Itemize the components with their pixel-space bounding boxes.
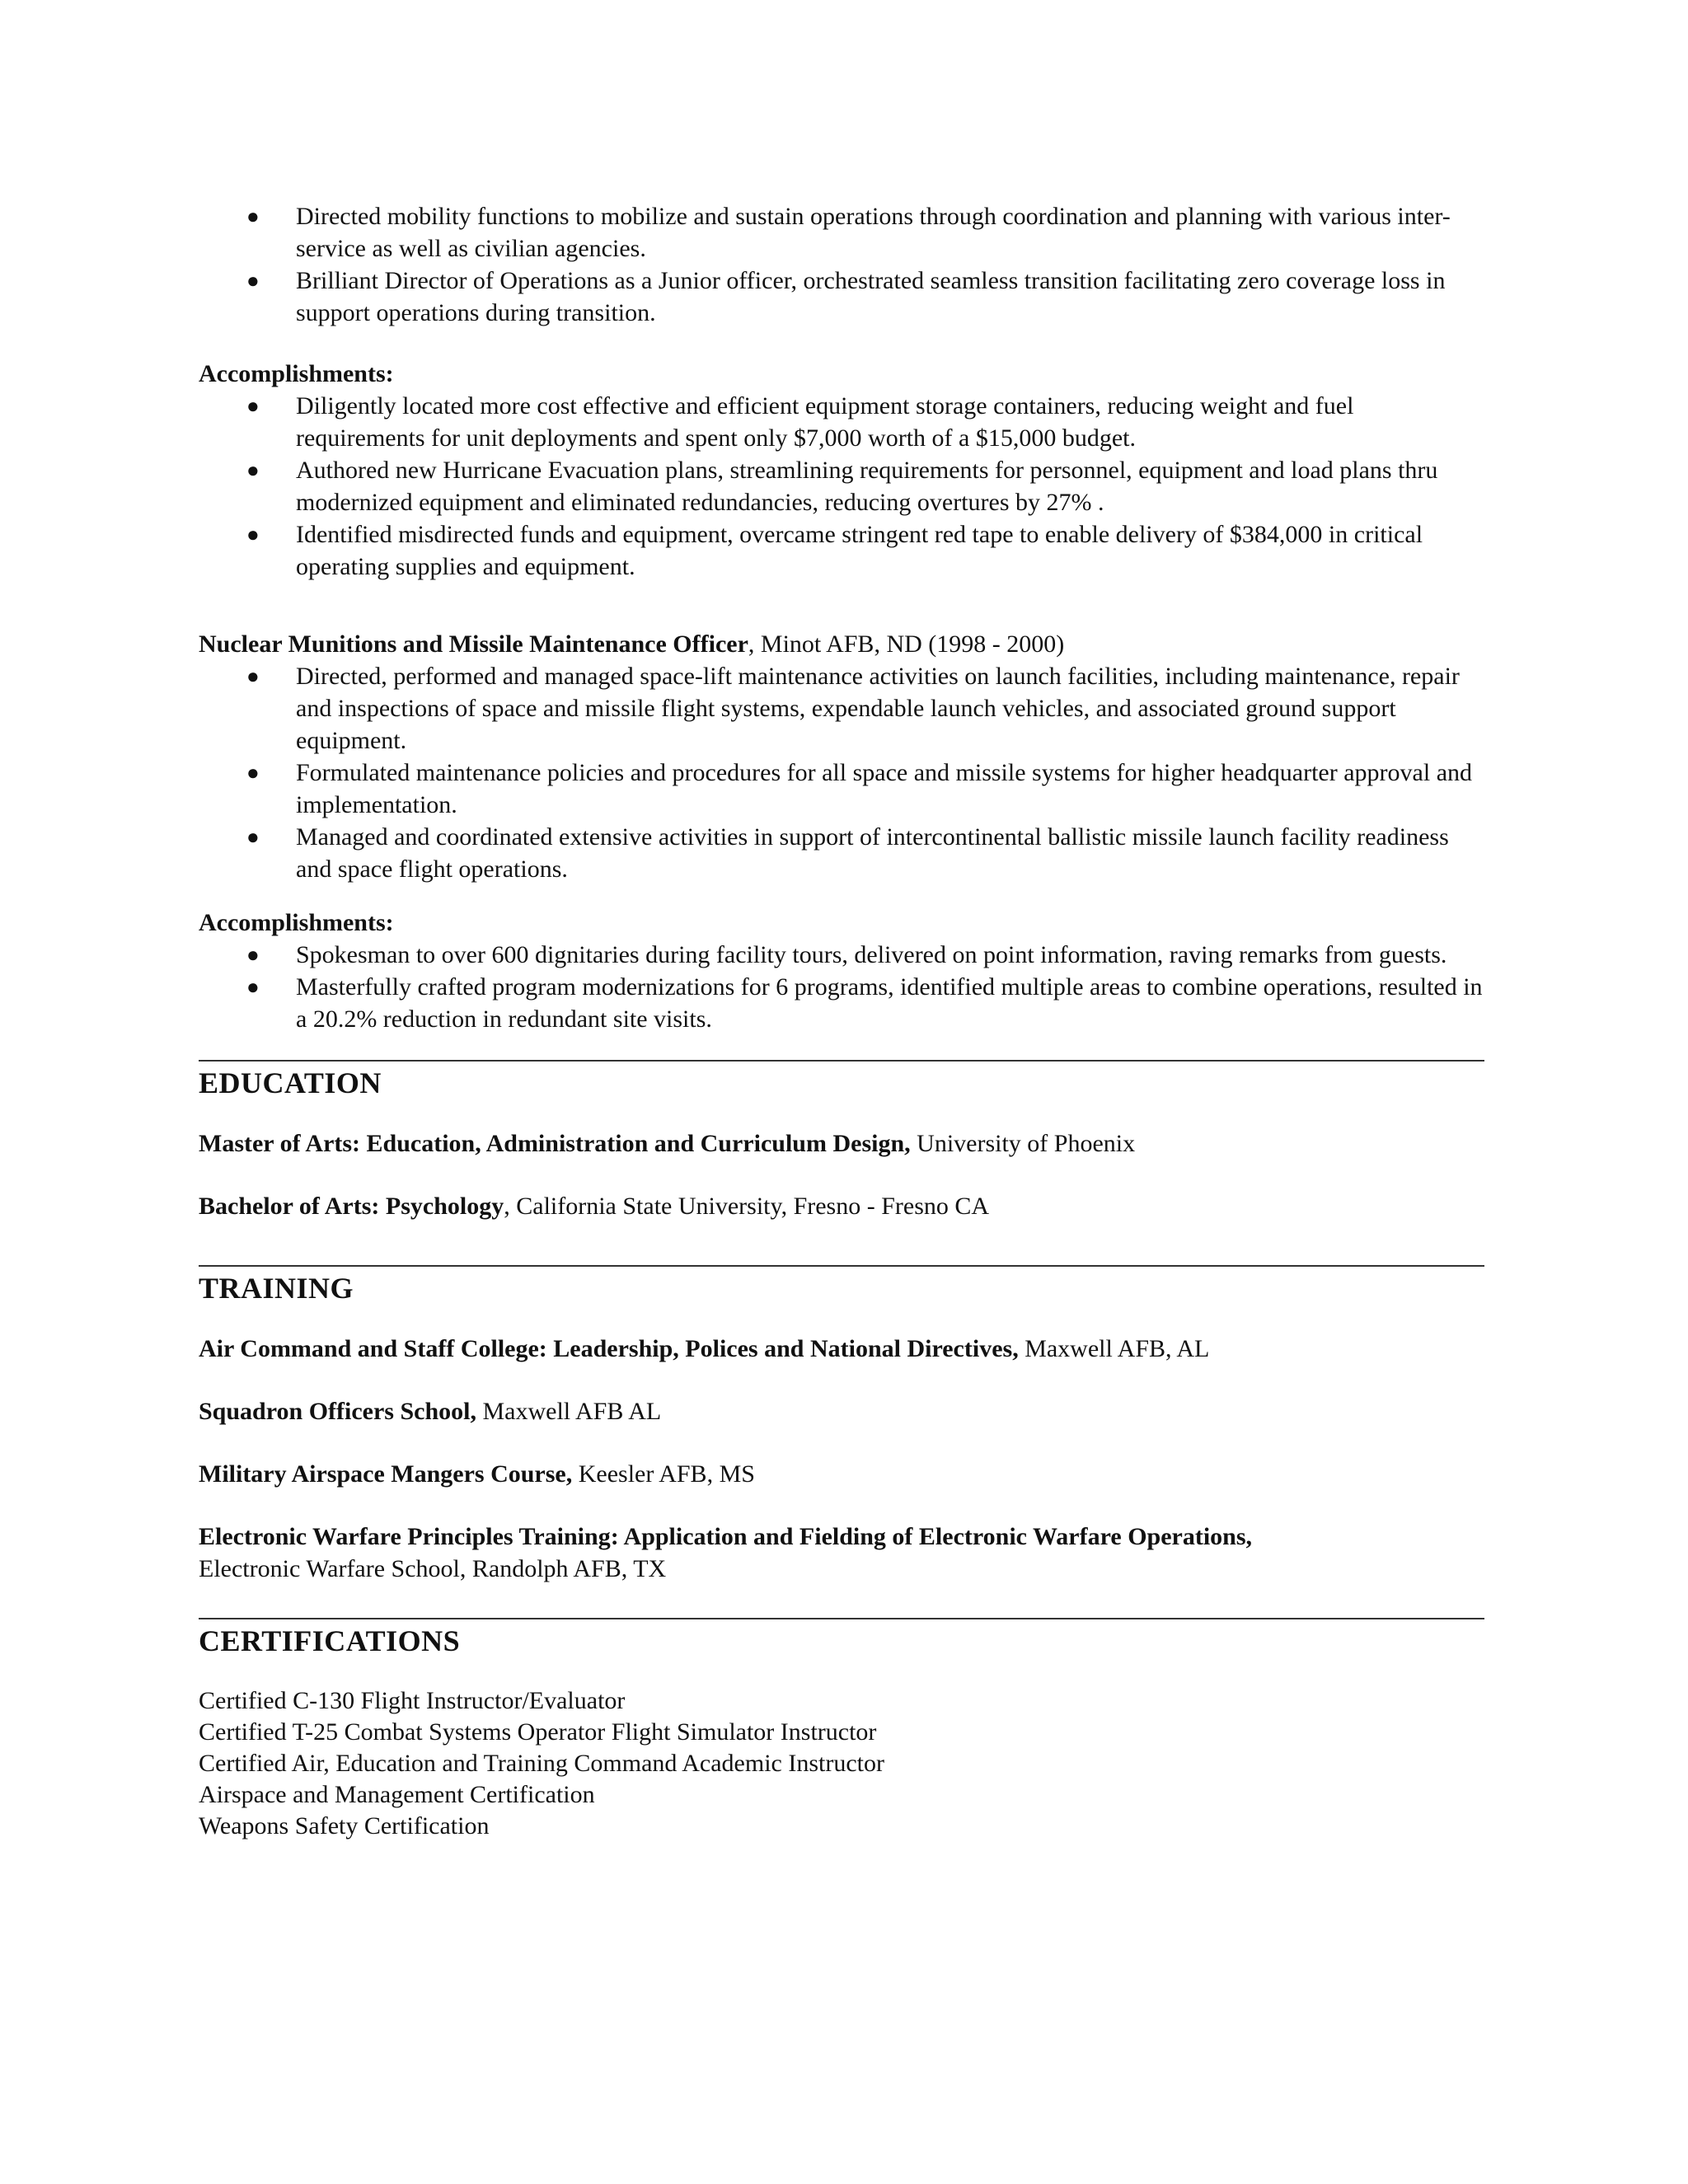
accomplishments-list bbox=[199, 390, 1484, 583]
education-entry: Bachelor of Arts: Psychology, California State University, Fresno - Fresno CA bbox=[199, 1193, 990, 1220]
job-location: , Minot AFB, ND (1998 - 2000) bbox=[748, 630, 1065, 658]
list-item: ● Managed and coordinated extensive activities in support of intercontinental ballistic missile launch facility readiness and space flight operations. bbox=[199, 821, 1484, 885]
bullet-dot-icon: ● bbox=[246, 975, 260, 999]
bullet-dot-icon: ● bbox=[246, 394, 260, 418]
bullet-dot-icon: ● bbox=[246, 761, 260, 785]
section-title: EDUCATION bbox=[199, 1066, 382, 1099]
list-item: ● Masterfully crafted program modernizations for 6 programs, identified multiple areas to combine operations, resulted in a 20.2% reduction in redundant site visits. bbox=[199, 971, 1484, 1035]
list-item: Airspace and Management Certification bbox=[199, 1781, 595, 1808]
accomplishments-list bbox=[199, 939, 1484, 1035]
list-item: ● Identified misdirected funds and equipment, overcame stringent red tape to enable delivery of $384,000 in critical operating supplies and equipment. bbox=[199, 518, 1484, 583]
list-item: Certified T-25 Combat Systems Operator Flight Simulator Instructor bbox=[199, 1718, 877, 1746]
list-item: ● Directed, performed and managed space-lift maintenance activities on launch facilities, including maintenance, repair and inspections of space and missile flight systems, expendable launch vehicles, and associated ground support equipment. bbox=[199, 660, 1484, 757]
list-item: Certified Air, Education and Training Command Academic Instructor bbox=[199, 1750, 884, 1777]
job-entry bbox=[199, 628, 1484, 1035]
bullet-dot-icon: ● bbox=[246, 458, 260, 482]
list-item: Weapons Safety Certification bbox=[199, 1812, 490, 1840]
education-section bbox=[199, 1060, 1484, 1222]
bullet-dot-icon: ● bbox=[246, 523, 260, 546]
section-title: CERTIFICATIONS bbox=[199, 1624, 461, 1657]
training-section bbox=[199, 1265, 1484, 1585]
bullet-dot-icon: ● bbox=[246, 269, 260, 293]
training-entry: Air Command and Staff College: Leadership, Polices and National Directives, Maxwell AFB, AL bbox=[199, 1335, 1210, 1362]
job-bullets bbox=[199, 660, 1484, 885]
certifications-section bbox=[199, 1618, 1484, 1842]
section-title: TRAINING bbox=[199, 1272, 354, 1305]
list-item: ● Directed mobility functions to mobilize and sustain operations through coordination and planning with various inter-service as well as civilian agencies. bbox=[199, 200, 1484, 265]
bullet-dot-icon: ● bbox=[246, 943, 260, 967]
job-title: Nuclear Munitions and Missile Maintenance Officer bbox=[199, 630, 748, 658]
list-item: Certified C-130 Flight Instructor/Evaluator bbox=[199, 1687, 626, 1714]
certifications-list bbox=[199, 1685, 1484, 1842]
bullet-dot-icon: ● bbox=[246, 664, 260, 688]
list-item: ● Formulated maintenance policies and procedures for all space and missile systems for higher headquarter approval and implementation. bbox=[199, 757, 1484, 821]
training-entry: Squadron Officers School, Maxwell AFB AL bbox=[199, 1398, 662, 1425]
job-heading bbox=[199, 628, 1484, 660]
accomplishments-heading: Accomplishments: bbox=[199, 360, 394, 387]
training-entry: Military Airspace Mangers Course, Keesler AFB, MS bbox=[199, 1460, 755, 1488]
bullet-dot-icon: ● bbox=[246, 204, 260, 228]
list-item: ● Authored new Hurricane Evacuation plans, streamlining requirements for personnel, equipment and load plans thru modernized equipment and eliminated redundancies, reducing overtures by 27% . bbox=[199, 454, 1484, 518]
experience-bullets bbox=[199, 200, 1484, 329]
accomplishments-heading: Accomplishments: bbox=[199, 909, 394, 936]
education-entry: Master of Arts: Education, Administration and Curriculum Design, University of Phoenix bbox=[199, 1130, 1136, 1157]
bullet-dot-icon: ● bbox=[246, 825, 260, 849]
list-item: ● Spokesman to over 600 dignitaries during facility tours, delivered on point information, raving remarks from guests. bbox=[199, 939, 1484, 971]
list-item: ● Diligently located more cost effective and efficient equipment storage containers, reducing weight and fuel requirements for unit deployments and spent only $7,000 worth of a $15,000 budget. bbox=[199, 390, 1484, 454]
resume-content bbox=[199, 200, 1484, 1842]
training-entry: Electronic Warfare Principles Training: Application and Fielding of Electronic Warfare Operations, Electronic Warfare School, Randolph AFB, TX bbox=[199, 1523, 1253, 1582]
list-item: ● Brilliant Director of Operations as a Junior officer, orchestrated seamless transition facilitating zero coverage loss in support operations during transition. bbox=[199, 265, 1484, 329]
